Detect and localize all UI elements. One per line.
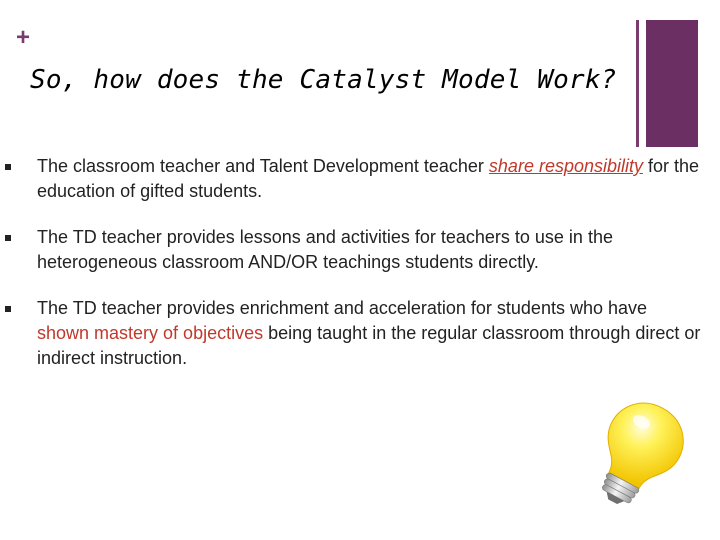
lightbulb-icon: [588, 398, 688, 510]
accent-bar-thick: [646, 20, 698, 147]
bullet-item: [0, 296, 720, 371]
accent-bar-thin: [636, 20, 639, 147]
bullet-list: [0, 154, 720, 392]
bullet-text: The classroom teacher and Talent Development teacher: [37, 156, 489, 176]
bullet-emphasis: shown mastery of objectives: [37, 323, 264, 343]
plus-icon: +: [16, 24, 31, 51]
square-bullet-icon: [5, 235, 11, 241]
bullet-item: [0, 225, 720, 275]
slide-title: So, how does the Catalyst Model Work?: [30, 65, 617, 95]
bullet-item: [0, 154, 720, 204]
bullet-text: for the education of gifted students.: [37, 156, 700, 201]
square-bullet-icon: [5, 164, 11, 170]
bullet-emphasis: share responsibility: [488, 156, 643, 176]
bullet-text: The TD teacher provides enrichment and acceleration for students who have: [37, 298, 648, 318]
square-bullet-icon: [5, 306, 11, 312]
bullet-text: The TD teacher provides lessons and activities for teachers to use in the heterogeneous classroom AND/OR teachings students directly.: [37, 227, 613, 272]
bullet-text: being taught in the regular classroom through direct or indirect instruction.: [37, 323, 701, 368]
